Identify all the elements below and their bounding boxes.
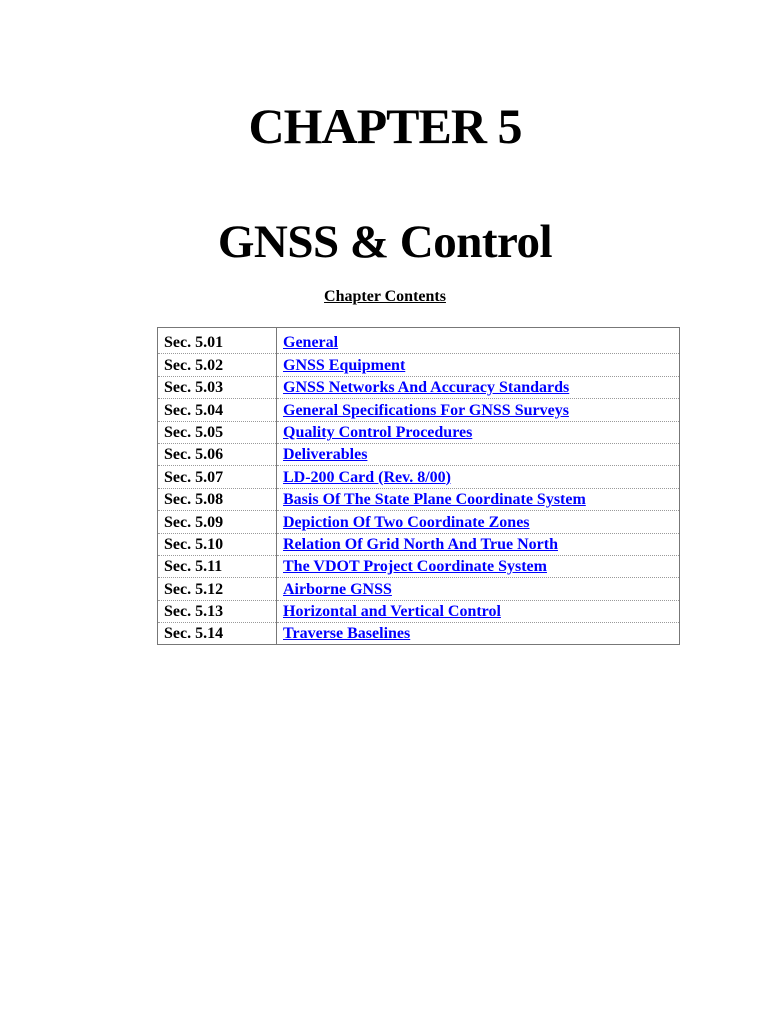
section-number: Sec. 5.01 <box>158 328 277 354</box>
table-row <box>158 354 680 376</box>
toc-link-deliverables[interactable]: Deliverables <box>283 446 368 464</box>
table-row <box>158 600 680 622</box>
toc-link-airborne-gnss[interactable]: Airborne GNSS <box>283 580 392 598</box>
toc-link-grid-north[interactable]: Relation Of Grid North And True North <box>283 535 558 553</box>
table-row <box>158 466 680 488</box>
section-number: Sec. 5.12 <box>158 578 277 600</box>
toc-link-ld-200-card[interactable]: LD-200 Card (Rev. 8/00) <box>283 468 451 486</box>
table-row <box>158 533 680 555</box>
table-row <box>158 399 680 421</box>
table-row <box>158 555 680 577</box>
section-number: Sec. 5.08 <box>158 488 277 510</box>
table-row <box>158 443 680 465</box>
chapter-title: CHAPTER 5 <box>248 98 522 154</box>
chapter-subtitle: GNSS & Control <box>217 216 553 268</box>
contents-heading: Chapter Contents <box>324 288 446 305</box>
table-row <box>158 578 680 600</box>
toc-link-horizontal-vertical-control[interactable]: Horizontal and Vertical Control <box>283 603 501 621</box>
section-number: Sec. 5.13 <box>158 600 277 622</box>
table-row <box>158 328 680 354</box>
toc-link-state-plane-basis[interactable]: Basis Of The State Plane Coordinate System <box>283 491 586 509</box>
section-number: Sec. 5.10 <box>158 533 277 555</box>
section-number: Sec. 5.03 <box>158 376 277 398</box>
toc-link-quality-control[interactable]: Quality Control Procedures <box>283 423 473 441</box>
toc-link-vdot-coordinate-system[interactable]: The VDOT Project Coordinate System <box>283 558 547 576</box>
toc-link-general-specifications[interactable]: General Specifications For GNSS Surveys <box>283 401 569 419</box>
section-number: Sec. 5.09 <box>158 511 277 533</box>
section-number: Sec. 5.07 <box>158 466 277 488</box>
table-row <box>158 623 680 645</box>
table-of-contents <box>157 327 680 645</box>
table-row <box>158 488 680 510</box>
section-number: Sec. 5.11 <box>158 555 277 577</box>
toc-link-general[interactable]: General <box>283 334 339 352</box>
toc-link-traverse-baselines[interactable]: Traverse Baselines <box>283 625 411 643</box>
table-row <box>158 376 680 398</box>
toc-link-two-coordinate-zones[interactable]: Depiction Of Two Coordinate Zones <box>283 513 530 531</box>
section-number: Sec. 5.14 <box>158 623 277 645</box>
table-row <box>158 511 680 533</box>
section-number: Sec. 5.02 <box>158 354 277 376</box>
section-number: Sec. 5.04 <box>158 399 277 421</box>
toc-link-gnss-equipment[interactable]: GNSS Equipment <box>283 356 406 374</box>
section-number: Sec. 5.05 <box>158 421 277 443</box>
toc-link-gnss-networks[interactable]: GNSS Networks And Accuracy Standards <box>283 379 570 397</box>
table-row <box>158 421 680 443</box>
section-number: Sec. 5.06 <box>158 443 277 465</box>
